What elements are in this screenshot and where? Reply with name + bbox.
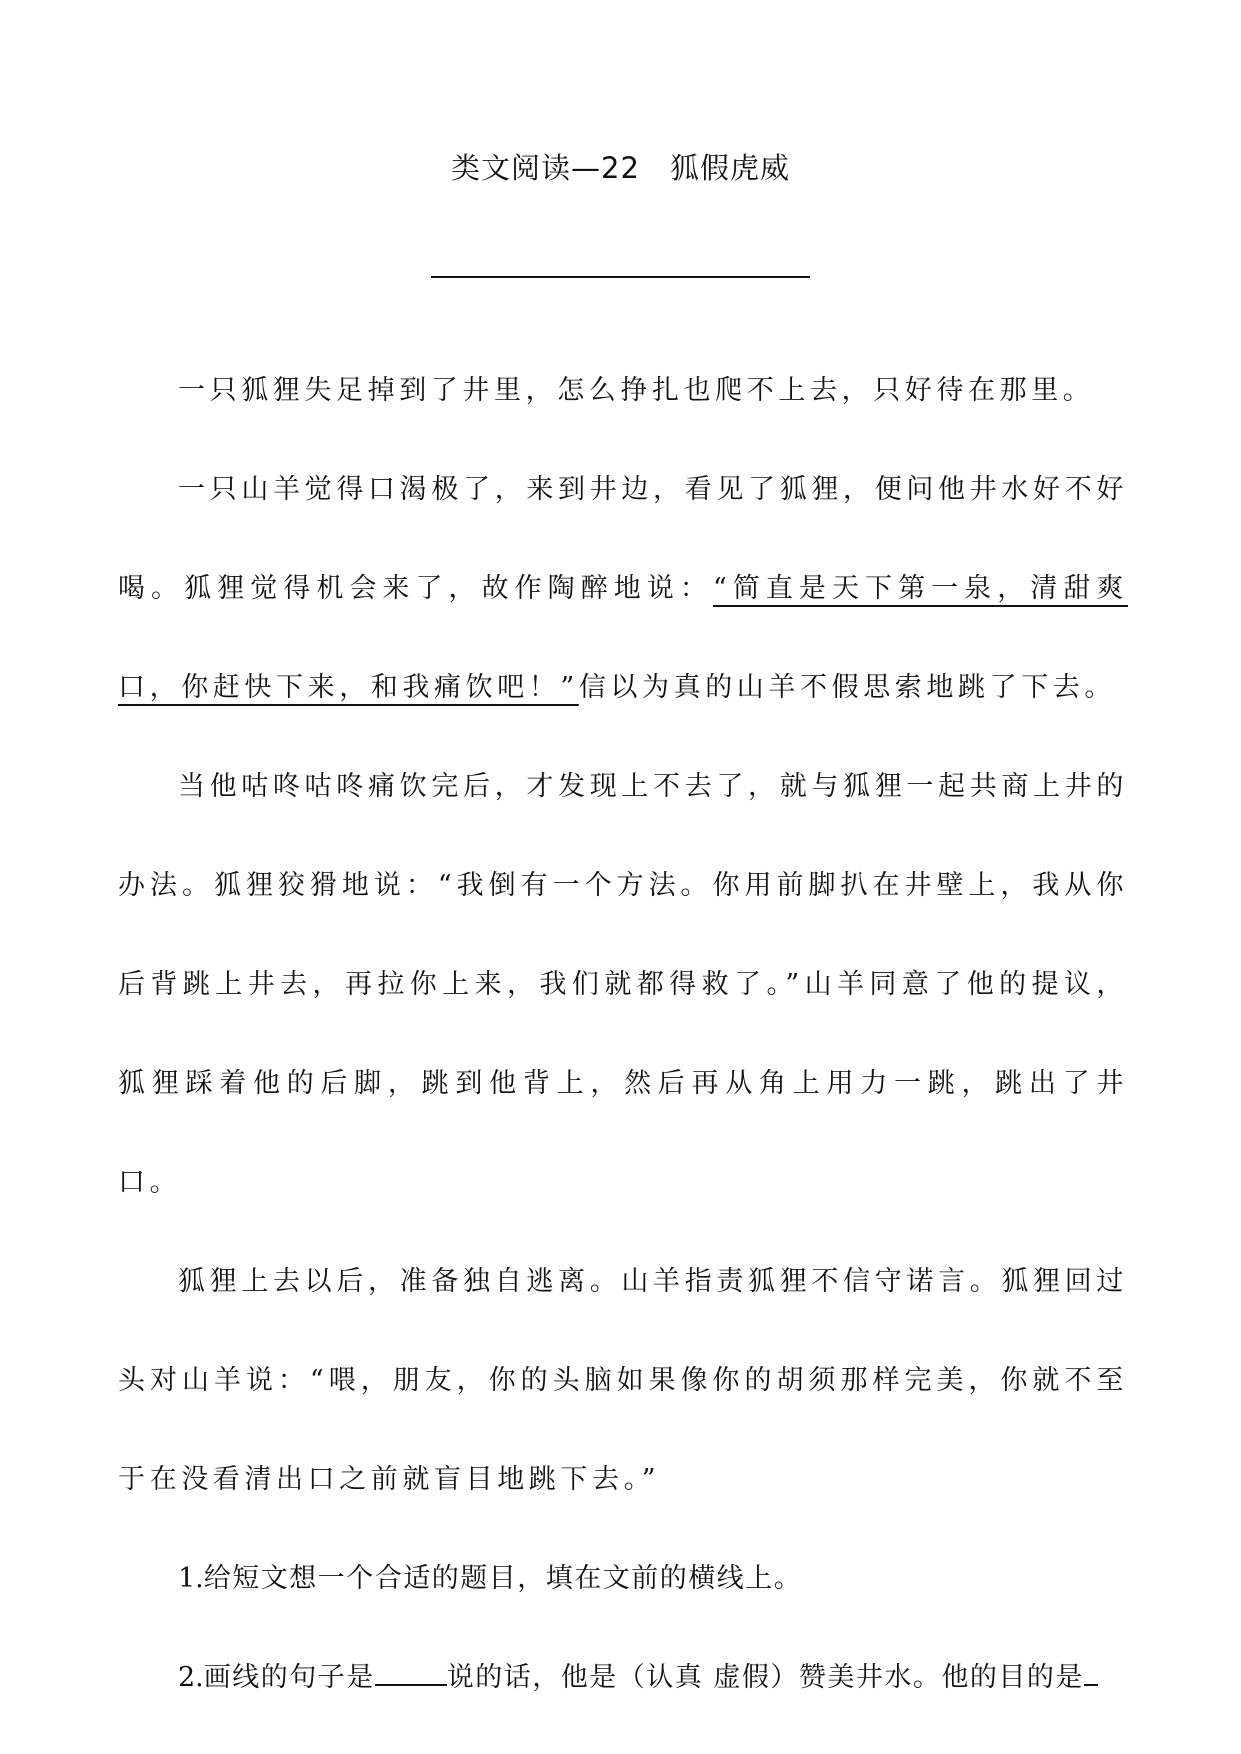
underlined-sentence: “简直是天下第一泉，清甜爽口，你赶快下来，和我痛饮吧！”: [118, 573, 1128, 703]
question-2-number: 2.: [178, 1662, 204, 1693]
page-title: 类文阅读—22 狐假虎威: [451, 151, 790, 185]
question-1-text: 给短文想一个合适的题目，填在文前的横线上。: [203, 1563, 803, 1594]
story-paragraph-2: [118, 440, 1128, 737]
story-paragraph-3: 当他咕咚咕咚痛饮完后，才发现上不去了，就与狐狸一起共商上井的办法。狐狸狡猾地说：“我倒有一个方法。你用前脚扒在井壁上，我从你后背跳上井去，再拉你上来，我们就都得救了。”山羊同意了他的提议，狐狸踩着他的后脚，跳到他背上，然后再从角上用力一跳，跳出了井口。: [118, 771, 1128, 1198]
question-1: [118, 1529, 1128, 1628]
story-body: [118, 341, 1128, 1727]
question-2: [118, 1628, 1128, 1727]
question-2-text-start: 画线的句子是: [203, 1662, 375, 1693]
title-answer-blank[interactable]: [431, 276, 810, 278]
purpose-answer-blank[interactable]: [1084, 1662, 1098, 1686]
question-1-number: 1.: [178, 1563, 204, 1594]
paragraph-2-tail-text: 信以为真的山羊不假思索地跳了下去。: [578, 672, 1117, 703]
speaker-answer-blank[interactable]: [375, 1662, 447, 1686]
story-paragraph-4: 狐狸上去以后，准备独自逃离。山羊指责狐狸不信守诺言。狐狸回过头对山羊说：“喂，朋友，你的头脑如果像你的胡须那样完美，你就不至于在没看清出口之前就盲目地跳下去。”: [118, 1266, 1128, 1495]
question-2-text-end: 说的话，他是（认真 虚假）赞美井水。他的目的是: [446, 1662, 1084, 1693]
story-paragraph-1: 一只狐狸失足掉到了井里，怎么挣扎也爬不上去，只好待在那里。: [178, 375, 1095, 406]
paragraph-2-lead-text: 一只山羊觉得口渴极了，来到井边，看见了狐狸，便问他井水好不好喝。狐狸觉得机会来了，故作陶醉地说：: [118, 474, 1128, 604]
